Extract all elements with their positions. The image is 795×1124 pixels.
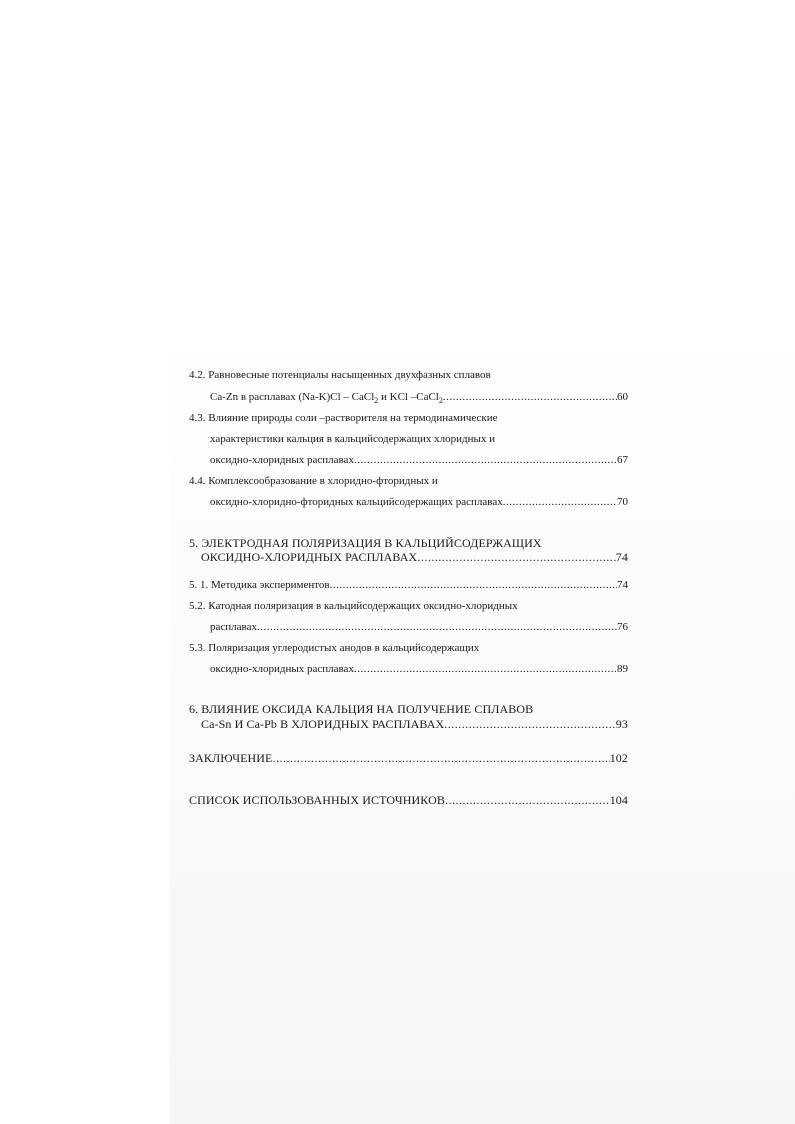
toc-entry-5-2-title: 5.2. Катодная поляризация в кальцийсодержащих оксидно-хлоридных (189, 600, 518, 612)
toc-entry-5-1[interactable] (189, 577, 628, 593)
toc-entry-4-3[interactable] (210, 452, 628, 468)
toc-page-number: 89 (617, 663, 628, 675)
toc-entry-5-3-text: оксидно-хлоридных расплавах (210, 663, 354, 675)
leader-dots (354, 452, 617, 468)
leader-dots (273, 750, 610, 766)
toc-entry-5-2-text: расплавах (210, 621, 257, 633)
toc-page-number: 70 (617, 496, 628, 508)
toc-entry-4-4-title: 4.4. Комплексообразование в хлоридно-фторидных и (189, 475, 438, 487)
toc-chapter-6[interactable] (201, 716, 628, 732)
toc-page-number: 76 (617, 621, 628, 633)
leader-dots (417, 549, 615, 565)
toc-conclusion-text: ЗАКЛЮЧЕНИЕ (189, 751, 273, 765)
toc-page-number: 74 (617, 579, 628, 591)
toc-entry-4-2-title: 4.2. Равновесные потенциалы насыщенных двухфазных сплавов (189, 369, 491, 381)
toc-page-number: 60 (617, 391, 628, 403)
toc-page-number: 102 (609, 751, 628, 765)
leader-dots (257, 619, 617, 635)
toc-entry-4-3-title: 4.3. Влияние природы соли –растворителя на термодинамические (189, 412, 498, 424)
toc-entry-5-3[interactable] (210, 661, 628, 677)
toc-chapter-6-title: 6. ВЛИЯНИЕ ОКСИДА КАЛЬЦИЯ НА ПОЛУЧЕНИЕ СПЛАВОВ (189, 702, 534, 716)
toc-entry-4-3-text: оксидно-хлоридных расплавах (210, 454, 354, 466)
toc-entry-5-2[interactable] (210, 619, 628, 635)
leader-dots (503, 494, 617, 510)
toc-references-text: СПИСОК ИСПОЛЬЗОВАННЫХ ИСТОЧНИКОВ (189, 793, 445, 807)
toc-page-number: 74 (615, 550, 628, 564)
toc-page-number: 93 (615, 717, 628, 731)
toc-entry-4-2-text: Ca-Zn в расплавах (Na-K)Cl – CaCl$_2$ и KCl –CaCl$_2$ (210, 391, 443, 405)
toc-page-number: 67 (617, 454, 628, 466)
toc-entry-5-3-title: 5.3. Поляризация углеродистых анодов в кальцийсодержащих (189, 642, 480, 654)
leader-dots (330, 577, 617, 593)
toc-references[interactable] (189, 792, 628, 808)
toc-chapter-6-text: Ca-Sn И Ca-Pb В ХЛОРИДНЫХ РАСПЛАВАХ (201, 717, 445, 731)
leader-dots (444, 716, 616, 732)
leader-dots (445, 792, 610, 808)
toc-chapter-5-text: ОКСИДНО-ХЛОРИДНЫХ РАСПЛАВАХ (201, 550, 418, 564)
toc-entry-4-4[interactable] (210, 494, 628, 510)
toc-page-number: 104 (609, 793, 628, 807)
toc-entry-4-4-text: оксидно-хлоридно-фторидных кальцийсодержащих расплавах (210, 496, 503, 508)
leader-dots (354, 661, 617, 677)
toc-entry-4-3-line2: характеристики кальция в кальцийсодержащих хлоридных и (210, 433, 495, 445)
leader-dots (443, 389, 617, 405)
toc-entry-5-1-text: 5. 1. Методика экспериментов (189, 579, 330, 591)
toc-chapter-5-title: 5. ЭЛЕКТРОДНАЯ ПОЛЯРИЗАЦИЯ В КАЛЬЦИЙСОДЕРЖАЩИХ (189, 536, 542, 550)
toc-conclusion[interactable] (189, 750, 628, 766)
toc-entry-4-2[interactable] (210, 389, 628, 405)
toc-chapter-5[interactable] (201, 549, 628, 565)
